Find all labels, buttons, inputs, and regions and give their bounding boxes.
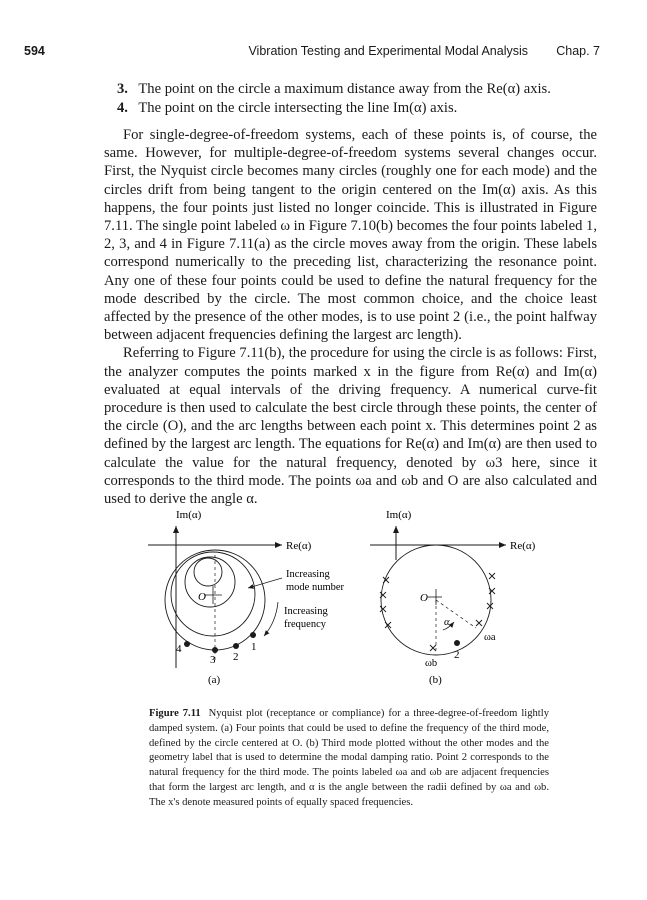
- running-title: Vibration Testing and Experimental Modal Analysis: [248, 44, 528, 58]
- paragraph: For single-degree-of-freedom systems, each of these points is, of course, the same. However, for multiple-degree-of-freedom systems several changes occur. First, the Nyquist circle becomes many circles (roughly one for each mode) and the circles drift from being tangent to the origin centered on the Im(α) axis. As this happens, the four points just listed no longer coincide. This is illustrated in Figure 7.11. The single point labeled ω in Figure 7.10(b) becomes the four points labeled 1, 2, 3, and 4 in Figure 7.11(a) as the circle moves away from the origin. These labels correspond numerically to the preceding list, characterizing the resonance point. Any one of these four points could be used to define the natural frequency for the mode described by the circle. The most common choice, and the choice least affected by the presence of the other modes, is to use point 2 (i.e., the point halfway between adjacent frequencies defining the largest arc length).: [104, 127, 597, 344]
- frequency-arrow: [264, 602, 278, 636]
- panel-a-center-label: O: [198, 591, 206, 603]
- caption-text: Nyquist plot (receptance or compliance) for a three-degree-of-freedom lightly damped system. (a) Four points that could be used to define the frequency of the third mode, defined by the circle centered at O. (b) Third mode plotted without the other modes and the geometry label that is used to determine the modal damping ratio. Point 2 corresponds to the natural frequency for the third mode. The points labeled ωa and ωb are adjacent frequencies that form the largest arc length, and α is the angle between the radii defined by ωa and ωb. The x's denote measured points of equally spaced frequencies.: [149, 708, 549, 808]
- caption-label: Figure 7.11: [149, 708, 201, 719]
- figure-7-11: [140, 500, 560, 700]
- mode-annotation-line1: Increasing: [286, 569, 330, 580]
- point-2-b: [454, 640, 460, 646]
- freq-annotation-line2: frequency: [284, 619, 326, 630]
- omega-b-label: ωb: [425, 658, 438, 669]
- list-item: [117, 99, 607, 118]
- point-3: [212, 647, 218, 653]
- figure-caption: [149, 707, 549, 811]
- freq-annotation-line1: Increasing: [284, 606, 328, 617]
- list-text: The point on the circle intersecting the line Im(α) axis.: [138, 100, 458, 116]
- list-number: 4.: [117, 100, 128, 116]
- panel-b-label: (b): [429, 674, 442, 686]
- point-label-2: 2: [233, 651, 239, 663]
- panel-b-center-label: O: [420, 592, 428, 604]
- point-label-4: 4: [176, 643, 182, 655]
- mode-circle-2: [185, 557, 235, 607]
- paragraph: Referring to Figure 7.11(b), the procedure for using the circle is as follows: First, the analyzer computes the points marked x in the figure from Re(α) and Im(α) evaluated at equal intervals of the driving frequency. A numerical curve-fit procedure is then used to calculate the best circle through these points, the center of the circle (O), and the arc lengths between each point x. This determines point 2 as defined by the largest arc length. The equations for Re(α) and Im(α) are then used to calculate the value for the natural frequency, denoted by ω3 here, since it corresponds to the third mode. The points ωa and ωb and O are also calculated and used to derive the angle α.: [104, 345, 597, 508]
- point-4: [184, 641, 190, 647]
- numbered-list: [117, 80, 607, 118]
- panel-a-im-label: Im(α): [176, 509, 202, 521]
- list-number: 3.: [117, 81, 128, 97]
- point-label-1: 1: [251, 641, 257, 653]
- point-2: [233, 643, 239, 649]
- chapter-label: Chap. 7: [556, 44, 600, 58]
- point-1: [250, 632, 256, 638]
- running-header: [24, 44, 600, 64]
- point-label-3: 3: [210, 654, 216, 666]
- omega-a-label: ωa: [484, 632, 496, 643]
- panel-b: [370, 509, 536, 686]
- body-text: [104, 126, 597, 508]
- list-item: [117, 80, 607, 99]
- panel-b-point-label: 2: [454, 649, 460, 661]
- list-text: The point on the circle a maximum distance away from the Re(α) axis.: [138, 81, 551, 97]
- mode-circle-1: [194, 558, 222, 586]
- panel-b-re-label: Re(α): [510, 540, 536, 552]
- page-number: 594: [24, 44, 45, 58]
- panel-a-label: (a): [208, 674, 221, 686]
- panel-a-re-label: Re(α): [286, 540, 312, 552]
- angle-label: α: [444, 617, 450, 628]
- radius-omega-a: [436, 600, 476, 628]
- panel-a: [148, 509, 345, 686]
- panel-b-im-label: Im(α): [386, 509, 412, 521]
- mode-annotation-line2: mode number: [286, 582, 345, 593]
